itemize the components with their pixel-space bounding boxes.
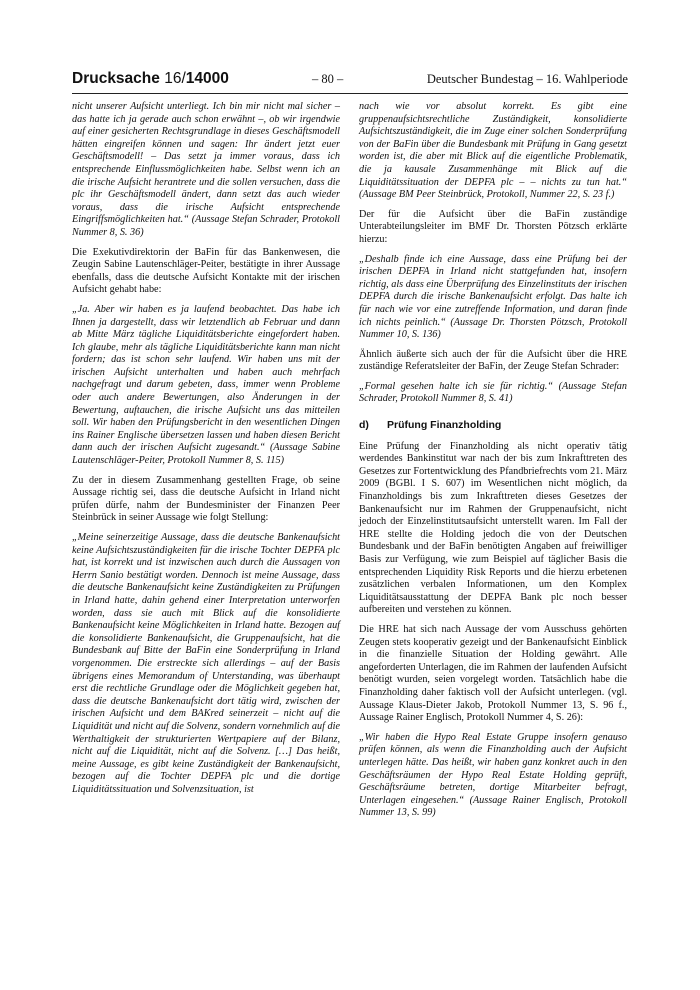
paragraph-finanzholding: Eine Prüfung der Finanzholding als nicht operativ tätig werdendes Bankinstitut war nach der bis zum Inkrafttreten des Gesetzes zur Fortentwicklung des Pfandbriefrechts vom 21. März 2009 (BGBl. I S. 607) im Wesentlichen nicht möglich, da Finanzholdings bis zum Inkrafttreten dieses Gesetzes der Bankenaufsicht nur im Rahmen der Gruppenaufsicht, nicht jedoch der Einzelinstitutsaufsicht unterstellt waren. Im Fall der HRE stellte die Holding jedoch die von der Deutschen Bundesbank und der BaFin benötigten Angaben auf freiwilliger Basis zur Verfügung, wie zum Beispiel auf täglicher Basis die entsprechenden Liquidity Risk Reports und die hierzu erbetenen zusätzlichen verbalen Informationen, um den Komplex Liquiditätsausstattung der DEPFA Bank plc noch besser aufbereiten und verstehen zu können. (359, 440, 627, 616)
quote-englisch: „Wir haben die Hypo Real Estate Gruppe insofern genauso prüfen können, als wenn die Finanzholding auch der Aufsicht unterlegen hätte. Das heißt, wir haben ganz konkret auch in den Geschäftsräumen der Hypo Real Estate Holding geprüft, Geschäftsräume betreten, dortige Mitarbeiter befragt, Unterlagen eingesehen.“ (Aussage Rainer Englisch, Protokoll Nummer 13, S. 99) (359, 731, 627, 819)
quote-schrader-1: nicht unserer Aufsicht unterliegt. Ich bin mir nicht mal sicher – das hatte ich ja gerade auch schon erwähnt –, ob wir irgendwie auf einer gesicherten Rechtsgrundlage in dieses Geschäftsmodell hätten eingreifen können und sagen: Ihr ändert jetzt euer Geschäftsmodell! – Das setzt ja immer voraus, dass ich entsprechende Einflussmöglichkeiten habe. Selbst wenn ich an die irische Aufsicht herantrete und die sollen versuchen, dass die plc ihr Geschäftsmodell ändert, dann setzt das auch wieder voraus, dass die irische Aufsicht entsprechende Eingriffsmöglichkeiten hat.“ (Aussage Stefan Schrader, Protokoll Nummer 8, S. 36) (72, 101, 340, 238)
section-title: Prüfung Finanzholding (387, 419, 502, 432)
page-header (72, 70, 628, 92)
quote-lautenschlaeger: „Ja. Aber wir haben es ja laufend beobachtet. Das habe ich Ihnen ja dargestellt, dass wir letztendlich ab Februar und dann ab Mitte März tägliche Liquiditätsberichte eingefordert haben. Ich glaube, mehr als tägliche Liquiditätsberichte kann man nicht fordern; das ist schon sehr laufend. Wir haben uns mit der irischen Aufsicht unterhalten und haben auch mehrfach nachgefragt und darum gebeten, dass, immer wenn Probleme oder auch andere Bewertungen, also Änderungen in der Bewertung, auftauchen, die irische Aufsicht uns das mitteilen soll. Wir haben den Prüfungsbericht in den wesentlichen Dingen ins Rainer Englische übersetzen lassen und haben diesen Bericht dann auch der irischen Aufsicht zugesandt.“ (Aussage Sabine Lautenschläger-Peiter, Protokoll Nummer 8, S. 115) (72, 303, 340, 467)
document-number (72, 70, 229, 88)
doc-number: 14000 (185, 70, 229, 87)
publisher: Deutscher Bundestag – 16. Wahlperiode (426, 72, 628, 86)
quote-poetzsch: „Deshalb finde ich eine Aussage, dass eine Prüfung bei der irischen DEPFA in Irland nicht stattgefunden hat, insofern richtig, als dass eine Überprüfung des Einzelinstituts der irischen DEPFA durch die irische Bankenaufsicht erfolgt. Das halte ich für nach wie vor eine zutreffende Information, und daran finde ich nichts peinlich.“ (Aussage Dr. Thorsten Pötzsch, Protokoll Nummer 10, S. 136) (359, 253, 627, 341)
doc-label: Drucksache (72, 70, 160, 87)
right-column (359, 101, 627, 827)
quote-steinbrueck: „Meine seinerzeitige Aussage, dass die deutsche Bankenaufsicht keine Aufsichtszuständigkeiten für die irische Tochter DEPFA plc hat, ist korrekt und ist inzwischen auch durch die Aussagen von Herrn Sanio bestätigt worden. Dennoch ist meine Aussage, dass die deutsche Bankenaufsicht keine Zuständigkeiten zu Prüfungen in Irland hatte, dahin gehend einer Interpretation unterworfen worden, dass sie auch mit Blick auf die konsolidierte Bankenaufsicht keine Möglichkeiten in Irland hatte. Bezogen auf die konsolidierte Bankenaufsicht, die Gruppenaufsicht, hat die Bundesbank auf Bitte der BaFin eine Sonderprüfung in Irland vorgenommen. Die erstreckte sich allerdings – auf der Basis übrigens eines Memorandum of Unterstanding, was überhaupt erst die rechtliche Grundlage oder die Möglichkeit gegeben hat, dass die deutsche Bankenaufsicht dort tätig wird, zwischen der irischen Aufsicht und dem BAKred seinerzeit – nicht auf die Liquidität und nicht auf die Solvenz, sondern vornehmlich auf die Werthaltigkeit der strukturierten Wertpapiere auf der Bilanz, nicht auf die Liquidität, nicht auf die Solvenz. […] Das heißt, meine Aussage, es gibt keine Zuständigkeit der Bankenaufsicht, bezogen auf die Tochter DEPFA plc und die dortige Liquiditätssituation und Solvenzsituation, ist (72, 532, 340, 795)
header-rule (72, 93, 628, 94)
quote-steinbrueck-continued: nach wie vor absolut korrekt. Es gibt eine gruppenaufsichtsrechtliche Zuständigkeit, konsolidierte Aufsichtszuständigkeit, die im Zuge einer solchen Sonderprüfung von der BaFin über die Bundesbank mit Prüfung in Gang gesetzt worden ist, die aber mit Blick auf die eigentliche Problematik, die ja kausale Zusammenhänge mit Blick auf die Liquiditätssituation der DEPFA plc – – nichts zu tun hat.“ (Aussage BM Peer Steinbrück, Protokoll, Nummer 22, S. 23 f.) (359, 101, 627, 201)
paragraph-poetzsch-intro: Der für die Aufsicht über die BaFin zuständige Unterabteilungsleiter im BMF Dr. Thorsten Pötzsch erklärte hierzu: (359, 208, 627, 245)
page-number: – 80 – (312, 72, 344, 86)
paragraph-steinbrueck-intro: Zu der in diesem Zusammenhang gestellten Frage, ob seine Aussage richtig sei, dass die deutsche Aufsicht in Irland nicht prüfen dürfe, nahm der Bundesminister der Finanzen Peer Steinbrück in seiner Aussage wie folgt Stellung: (72, 474, 340, 524)
paragraph-lautenschlaeger-intro: Die Exekutivdirektorin der BaFin für das Bankenwesen, die Zeugin Sabine Lautenschläger-Peiter, bestätigte in ihrer Aussage ebenfalls, dass die deutsche Aufsicht Kontakte mit der irischen Aufsicht gehabt habe: (72, 246, 340, 296)
doc-number-prefix: 16/ (164, 70, 186, 87)
left-column (72, 101, 340, 803)
section-letter: d) (359, 419, 369, 432)
paragraph-hre-cooperation: Die HRE hat sich nach Aussage der vom Ausschuss gehörten Zeugen stets kooperativ gezeigt und der Bankenaufsicht Einblick in die finanzielle Situation der Holding gewährt. Alle angeforderten Unterlagen, die im Rahmen der laufenden Aufsicht benötigt wurden, seien vorgelegt worden. Tatsächlich habe die Finanzholding daher faktisch voll der Aufsicht unterlegen. (vgl. Aussage Klaus-Dieter Jakob, Protokoll Nummer 13, S. 96 f., Aussage Rainer Englisch, Protokoll Nummer 4, S. 26): (359, 623, 627, 724)
paragraph-schrader-intro: Ähnlich äußerte sich auch der für die Aufsicht über die HRE zuständige Referatsleiter der BaFin, der Zeuge Stefan Schrader: (359, 348, 627, 373)
quote-schrader-2: „Formal gesehen halte ich sie für richtig.“ (Aussage Stefan Schrader, Protokoll Nummer 8, S. 41) (359, 380, 627, 405)
section-heading (359, 419, 627, 432)
